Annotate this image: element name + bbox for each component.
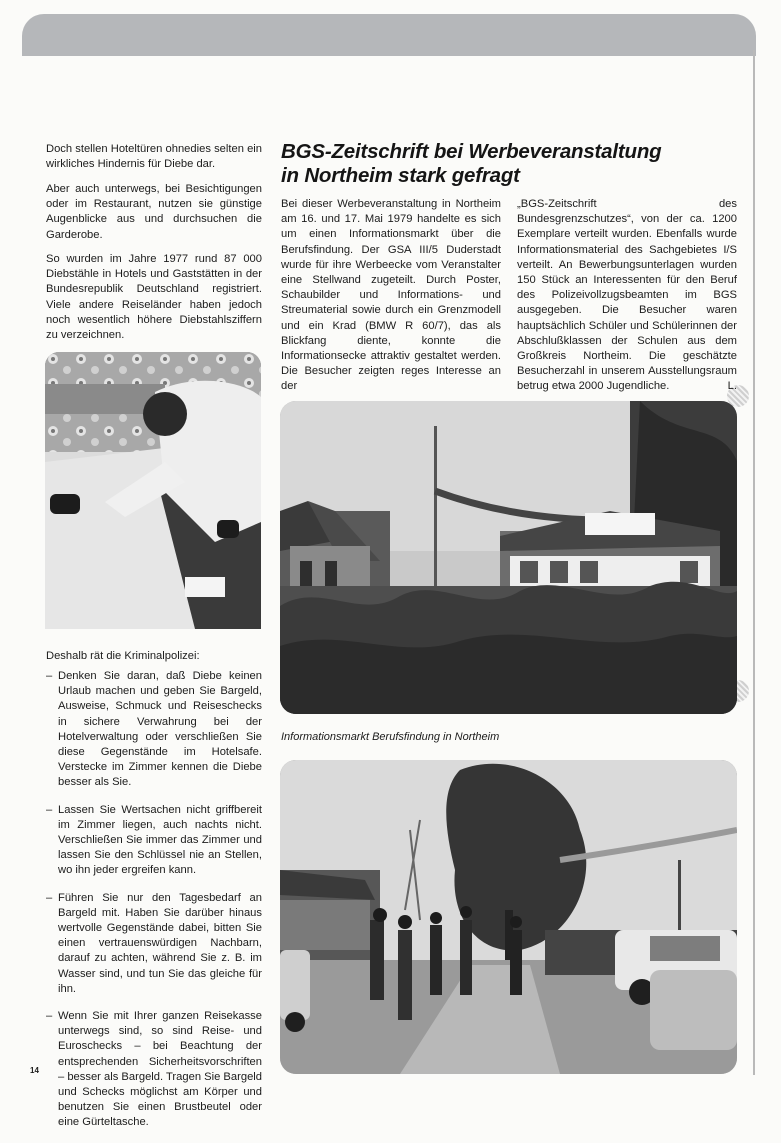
advice-list	[46, 669, 262, 1143]
information-market-photo	[280, 401, 737, 714]
author-signature: L.	[727, 380, 737, 393]
advice-intro: Deshalb rät die Kriminalpolizei:	[46, 650, 200, 662]
headline-line-2: in Northeim stark gefragt	[281, 164, 520, 187]
tip-text: Lassen Sie Wertsachen nicht griffbereit im Zimmer liegen, auch nachts nicht. Verschließen Sie immer das Zimmer und lassen Sie den Schlüssel nie an Stellen, wo ihn jeder ergreifen kann.	[58, 803, 262, 877]
left-paragraph-1: Doch stellen Hoteltüren ohnedies selten ein wirkliches Hindernis für Diebe dar.	[46, 143, 262, 171]
headline-line-1: BGS-Zeitschrift bei Werbeveranstaltung	[281, 140, 662, 163]
dash-marker: –	[46, 803, 53, 816]
list-item	[46, 669, 262, 791]
left-paragraph-2: Aber auch unterwegs, bei Besichtigungen oder im Restaurant, nutzen sie günstige Augenblicke aus und durchsuchen die Garderobe.	[46, 183, 262, 241]
article-headline	[281, 140, 751, 188]
left-paragraph-3: So wurden im Jahre 1977 rund 87 000 Diebstähle in Hotels und Gaststätten in der Bundesrepublik Deutschland registriert. Viele andere Reiseländer haben jedoch noch wesentlich höhere Diebstahlsziffern zu verzeichnen.	[46, 253, 262, 342]
tip-text: Denken Sie daran, daß Diebe keinen Urlaub machen und geben Sie Bargeld, Ausweise, Schmuck und Reiseschecks in sichere Verwahrung bei der Hotelverwaltung oder verschließen Sie diese Gegenstände im Hotelsafe. Verstecke im Zimmer kennen die Diebe besser als Sie.	[58, 670, 262, 789]
article-column-1: Bei dieser Werbeveranstaltung in Northeim am 16. und 17. Mai 1979 handelte es sich um einen Informationsmarkt über die Berufsfindung. Der GSA III/5 Duderstadt wurde für ihre Werbeecke vom Veranstalter eine Stellwand zugeteilt. Durch Poster, Schaubilder und Informations- und Streumaterial sowie durch ein Grenzmodell und ein Krad (BMW R 60/7), das als Blickfang diente, konnte die Informationsecke attraktiv gestaltet werden. Die Besucher zeigten reges Interesse an der	[281, 198, 501, 393]
dash-marker: –	[46, 1010, 53, 1023]
list-item	[46, 891, 262, 997]
hotel-room-photo	[45, 352, 261, 629]
page-number: 14	[30, 1066, 39, 1075]
dash-marker: –	[46, 891, 53, 904]
list-item	[46, 1009, 262, 1131]
page-edge-line	[753, 50, 755, 1075]
tip-text: Wenn Sie mit Ihrer ganzen Reisekasse unterwegs sind, so sind Reise- und Euroschecks – bei Beachtung der entsprechenden Sicherheitsvorschriften – besser als Bargeld. Tragen Sie Bargeld und Schecks möglichst am Körper und benutzen Sie einen Brustbeutel oder eine Gürteltasche.	[58, 1010, 262, 1129]
list-item	[46, 803, 262, 879]
photo-caption: Informationsmarkt Berufsfindung in Northeim	[281, 731, 500, 743]
article-column-2-wrap	[517, 197, 737, 395]
visitors-crowd-photo	[280, 760, 737, 1074]
dash-marker: –	[46, 670, 53, 682]
header-banner	[22, 14, 756, 56]
article-column-2: „BGS-Zeitschrift des Bundesgrenzschutzes“, von der ca. 1200 Exemplare verteilt wurden. Ebenfalls wurde Informationsmaterial des Sachgebietes I/S verteilt. An Bewerbungsunterlagen wurden 150 Stück an Interessenten für den Beruf des Polizeivollzugsbeamten im BGS ausgegeben. Die Besucher waren hauptsächlich Schüler und Schülerinnen der Abschlußklassen der Schulen aus dem Großkreis Northeim. Die geschätzte Besucherzahl in unserem Ausstellungsraum betrug etwa 2000 Jugendliche.	[517, 198, 737, 393]
tip-text: Führen Sie nur den Tagesbedarf an Bargeld mit. Haben Sie darüber hinaus wertvolle Gegenstände dabei, bitten Sie einen vertrauenswürdigen Nachbarn, darauf zu achten, während Sie z. B. im Wasser sind, und tun Sie das gleiche für ihn.	[58, 891, 262, 995]
